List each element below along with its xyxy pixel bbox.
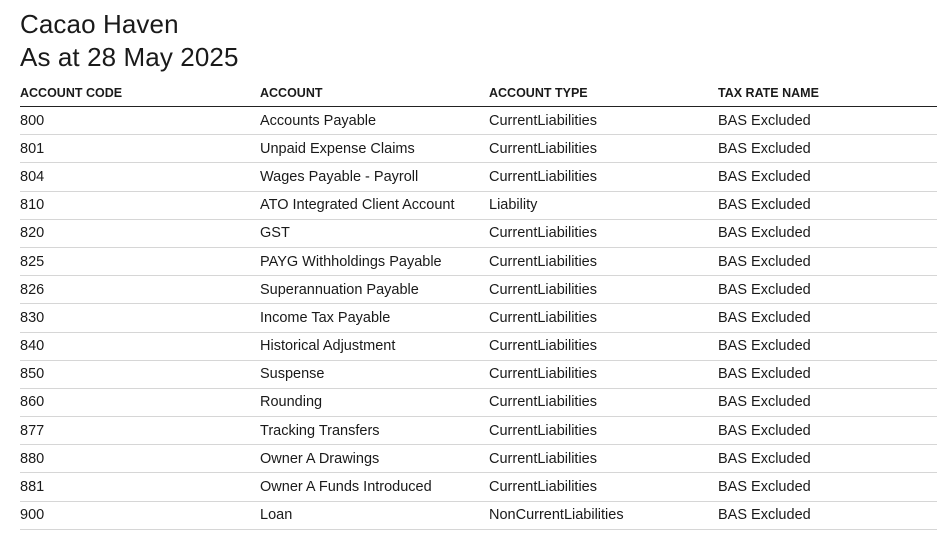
- table-body: [20, 107, 937, 530]
- table-row[interactable]: [20, 445, 937, 473]
- account-type-cell: CurrentLiabilities: [489, 417, 718, 445]
- account-code-cell: 877: [20, 417, 260, 445]
- account-type-cell: CurrentLiabilities: [489, 332, 718, 360]
- header-account[interactable]: ACCOUNT: [260, 84, 489, 107]
- tax-rate-cell: BAS Excluded: [718, 304, 937, 332]
- account-name-cell: Superannuation Payable: [260, 276, 489, 304]
- account-name-cell: Tracking Transfers: [260, 417, 489, 445]
- tax-rate-cell: BAS Excluded: [718, 247, 937, 275]
- account-name-cell: Income Tax Payable: [260, 304, 489, 332]
- account-name-cell: ATO Integrated Client Account: [260, 191, 489, 219]
- table-row[interactable]: [20, 191, 937, 219]
- table-row[interactable]: [20, 501, 937, 529]
- tax-rate-cell: BAS Excluded: [718, 191, 937, 219]
- account-type-cell: CurrentLiabilities: [489, 163, 718, 191]
- account-code-cell: 900: [20, 501, 260, 529]
- table-row[interactable]: [20, 360, 937, 388]
- tax-rate-cell: BAS Excluded: [718, 107, 937, 135]
- account-code-cell: 825: [20, 247, 260, 275]
- account-code-cell: 800: [20, 107, 260, 135]
- account-type-cell: Liability: [489, 191, 718, 219]
- account-name-cell: Unpaid Expense Claims: [260, 135, 489, 163]
- account-code-cell: 810: [20, 191, 260, 219]
- account-type-cell: CurrentLiabilities: [489, 304, 718, 332]
- account-name-cell: Wages Payable - Payroll: [260, 163, 489, 191]
- account-code-cell: 801: [20, 135, 260, 163]
- table-row[interactable]: [20, 247, 937, 275]
- account-name-cell: PAYG Withholdings Payable: [260, 247, 489, 275]
- account-type-cell: CurrentLiabilities: [489, 219, 718, 247]
- header-account-code[interactable]: ACCOUNT CODE: [20, 84, 260, 107]
- table-row[interactable]: [20, 332, 937, 360]
- account-code-cell: 820: [20, 219, 260, 247]
- account-code-cell: 880: [20, 445, 260, 473]
- account-code-cell: 860: [20, 388, 260, 416]
- account-name-cell: Rounding: [260, 388, 489, 416]
- tax-rate-cell: BAS Excluded: [718, 445, 937, 473]
- account-type-cell: CurrentLiabilities: [489, 445, 718, 473]
- account-name-cell: Historical Adjustment: [260, 332, 489, 360]
- account-type-cell: NonCurrentLiabilities: [489, 501, 718, 529]
- account-name-cell: Suspense: [260, 360, 489, 388]
- tax-rate-cell: BAS Excluded: [718, 388, 937, 416]
- tax-rate-cell: BAS Excluded: [718, 360, 937, 388]
- account-code-cell: 804: [20, 163, 260, 191]
- tax-rate-cell: BAS Excluded: [718, 163, 937, 191]
- account-type-cell: CurrentLiabilities: [489, 388, 718, 416]
- report-date: As at 28 May 2025: [20, 42, 239, 72]
- table-row[interactable]: [20, 135, 937, 163]
- table-row[interactable]: [20, 219, 937, 247]
- account-name-cell: Owner A Drawings: [260, 445, 489, 473]
- account-code-cell: 881: [20, 473, 260, 501]
- tax-rate-cell: BAS Excluded: [718, 135, 937, 163]
- header-account-type[interactable]: ACCOUNT TYPE: [489, 84, 718, 107]
- table-row[interactable]: [20, 473, 937, 501]
- account-type-cell: CurrentLiabilities: [489, 360, 718, 388]
- account-type-cell: CurrentLiabilities: [489, 247, 718, 275]
- tax-rate-cell: BAS Excluded: [718, 501, 937, 529]
- tax-rate-cell: BAS Excluded: [718, 332, 937, 360]
- account-type-cell: CurrentLiabilities: [489, 107, 718, 135]
- account-name-cell: Owner A Funds Introduced: [260, 473, 489, 501]
- account-code-cell: 826: [20, 276, 260, 304]
- account-name-cell: Loan: [260, 501, 489, 529]
- account-type-cell: CurrentLiabilities: [489, 276, 718, 304]
- tax-rate-cell: BAS Excluded: [718, 219, 937, 247]
- accounts-table: [20, 84, 937, 530]
- company-name: Cacao Haven: [20, 9, 179, 39]
- account-name-cell: GST: [260, 219, 489, 247]
- account-type-cell: CurrentLiabilities: [489, 473, 718, 501]
- header-tax-rate-name[interactable]: TAX RATE NAME: [718, 84, 937, 107]
- account-type-cell: CurrentLiabilities: [489, 135, 718, 163]
- account-name-cell: Accounts Payable: [260, 107, 489, 135]
- table-row[interactable]: [20, 276, 937, 304]
- table-row[interactable]: [20, 417, 937, 445]
- table-header-row: [20, 84, 937, 107]
- account-code-cell: 840: [20, 332, 260, 360]
- account-code-cell: 830: [20, 304, 260, 332]
- table-row[interactable]: [20, 107, 937, 135]
- tax-rate-cell: BAS Excluded: [718, 417, 937, 445]
- tax-rate-cell: BAS Excluded: [718, 276, 937, 304]
- tax-rate-cell: BAS Excluded: [718, 473, 937, 501]
- table-row[interactable]: [20, 388, 937, 416]
- table-row[interactable]: [20, 304, 937, 332]
- report: [20, 8, 937, 530]
- account-code-cell: 850: [20, 360, 260, 388]
- table-row[interactable]: [20, 163, 937, 191]
